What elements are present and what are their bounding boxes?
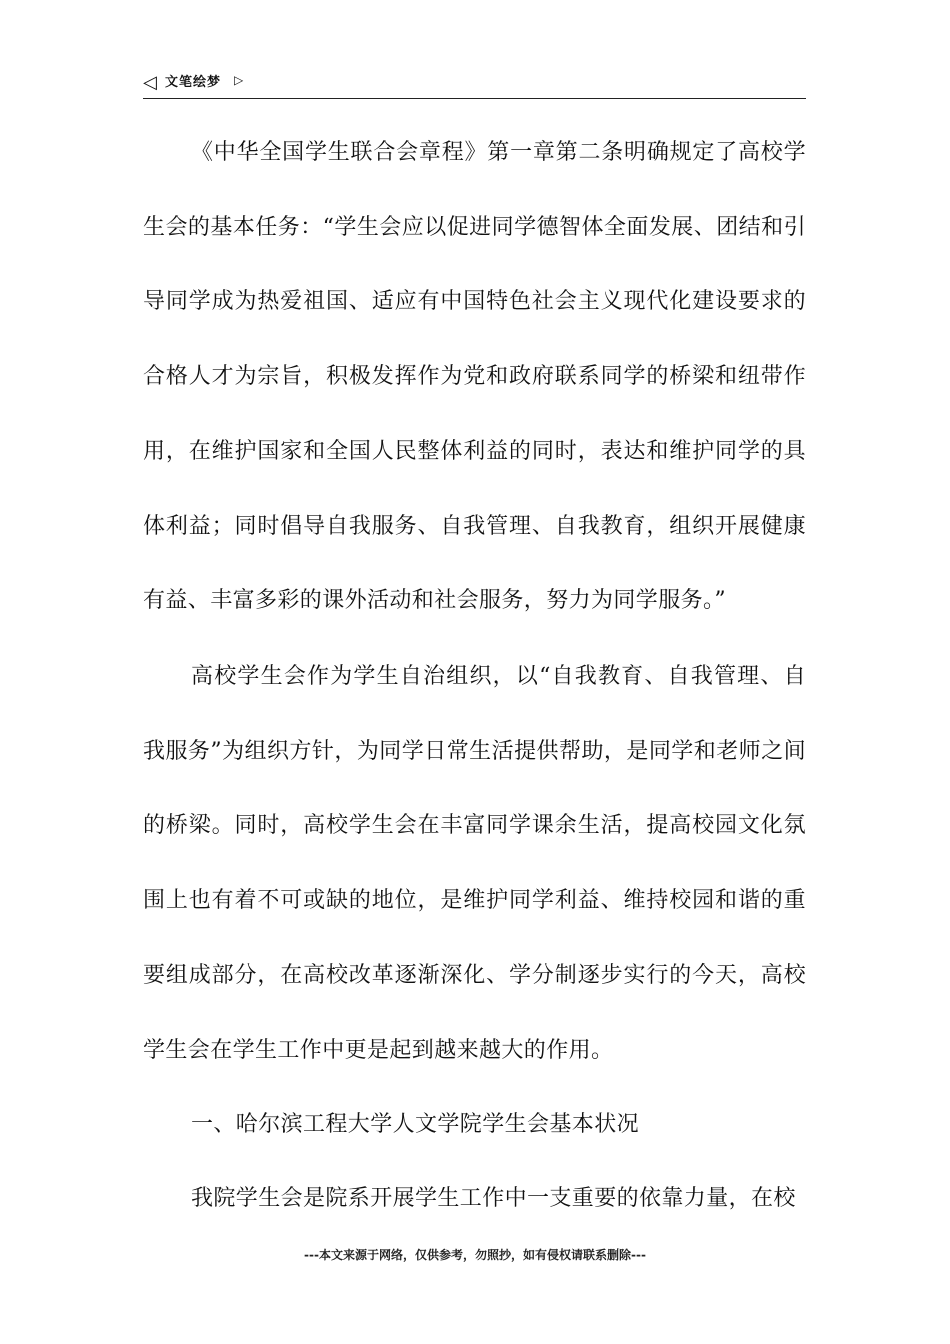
paragraph-college-union: 我院学生会是院系开展学生工作中一支重要的依靠力量，在校: [191, 1186, 796, 1211]
paragraph-charter: 《中华全国学生联合会章程》第一章第二条明确规定了高校学生会的基本任务：“学生会应以促进同学德智体全面发展、团结和引导同学成为热爱祖国、适应有中国特色社会主义现代化建设要求的合格人才为宗旨，积极发挥作为党和政府联系同学的桥梁和纽带作用，在维护国家和全国人民整体利益的同时，表达和维护同学的具体利益；同时倡导自我服务、自我管理、自我教育，组织开展健康有益、丰富多彩的课外活动和社会服务，努力为同学服务。”: [143, 140, 806, 614]
section-heading: 一、哈尔滨工程大学人文学院学生会基本状况: [191, 1112, 640, 1137]
paragraph-student-union-role: 高校学生会作为学生自治组织，以“自我教育、自我管理、自我服务”为组织方针，为同学日常生活提供帮助，是同学和老师之间的桥梁。同时，高校学生会在丰富同学课余生活，提高校园文化氛围上也有着不可或缺的地位，是维护同学利益、维持校园和谐的重要组成部分，在高校改革逐渐深化、学分制逐步实行的今天，高校学生会在学生工作中更是起到越来越大的作用。: [143, 664, 806, 1063]
brand-title: 文笔绘梦: [165, 75, 222, 90]
page-header: [143, 72, 806, 99]
left-triangle-icon: ◁: [143, 72, 157, 93]
right-triangle-icon: ▷: [234, 73, 244, 87]
page-footer-disclaimer: ---本文来源于网络，仅供参考，勿照抄，如有侵权请联系删除---: [304, 1248, 646, 1262]
